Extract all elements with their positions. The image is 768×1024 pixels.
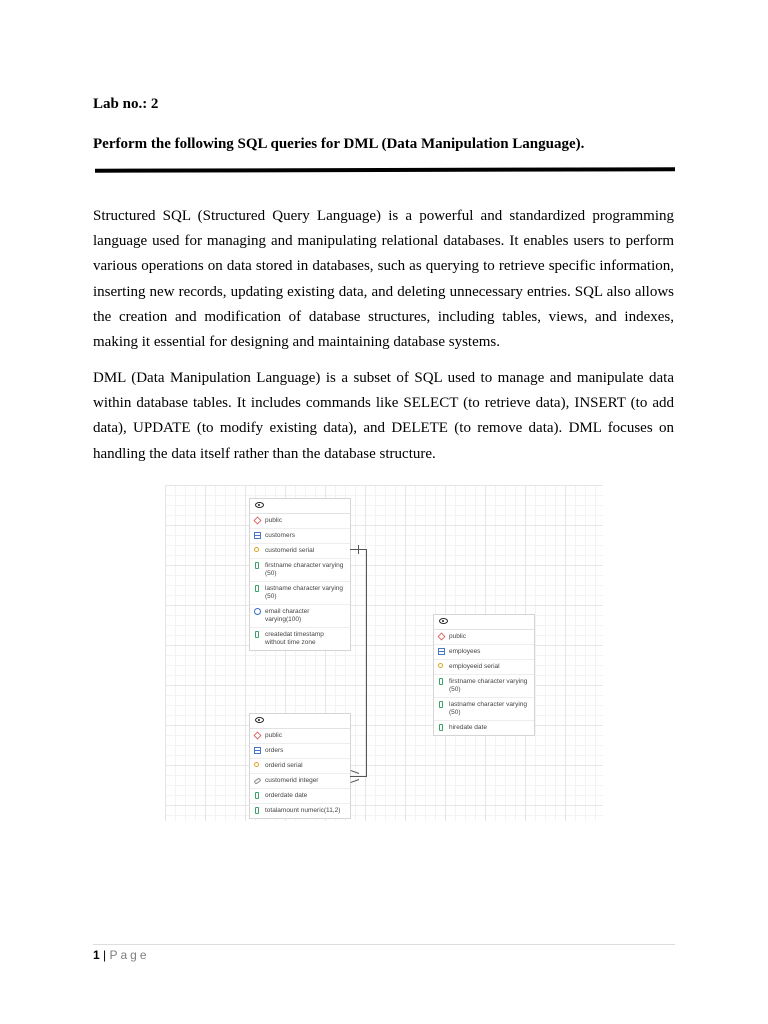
column-name: email character varying(100) [265, 608, 310, 623]
column-icon [255, 807, 259, 814]
column-icon [255, 585, 259, 592]
column-icon [439, 701, 443, 708]
table-name: orders [265, 747, 284, 754]
column-name: employeeid serial [449, 663, 500, 670]
column-icon [255, 792, 259, 799]
table-icon [438, 648, 445, 655]
entity-orders[interactable] [249, 713, 351, 819]
entity-employees[interactable] [433, 614, 535, 736]
relationship-many-marker [350, 770, 359, 774]
schema-icon [254, 517, 262, 525]
lab-title: Lab no.: 2 [93, 96, 159, 112]
footer-divider [93, 944, 675, 945]
column-name: orderid serial [265, 762, 303, 769]
relationship-line [366, 549, 367, 777]
eye-icon [255, 502, 264, 508]
email-column-icon [254, 608, 261, 615]
schema-label: public [265, 517, 282, 524]
relationship-line [350, 776, 367, 777]
column-name: lastname character varying (50) [449, 701, 528, 716]
lab-subtitle: Perform the following SQL queries for DML (Data Manipulation Language). [93, 136, 585, 152]
page-footer [93, 948, 150, 962]
entity-customers[interactable] [249, 498, 351, 651]
schema-icon [438, 633, 446, 641]
key-icon [254, 762, 259, 767]
title-divider [95, 167, 675, 173]
column-icon [439, 724, 443, 731]
key-icon [254, 547, 259, 552]
key-icon [438, 663, 443, 668]
intro-paragraph: Structured SQL (Structured Query Language) is a powerful and standardized programming language used for managing and manipulating relational databases. It enables users to perform various operations on data stored in databases, such as querying to retrieve specific information, inserting new records, updating existing data, and deleting unnecessary entries. SQL also allows the creation and modification of database structures, including tables, views, and indexes, making it essential for designing and maintaining database systems. [93, 208, 674, 351]
column-name: firstname character varying (50) [449, 678, 528, 693]
column-name: orderdate date [265, 792, 308, 799]
table-name: customers [265, 532, 295, 539]
column-name: hiredate date [449, 724, 487, 731]
column-icon [255, 631, 259, 638]
column-name: lastname character varying (50) [265, 585, 344, 600]
schema-icon [254, 732, 262, 740]
column-name: totalamount numeric(11,2) [265, 807, 341, 814]
schema-label: public [449, 633, 466, 640]
table-icon [254, 747, 261, 754]
column-name: customerid serial [265, 547, 315, 554]
column-name: createdat timestamp without time zone [265, 631, 324, 646]
eye-icon [255, 717, 264, 723]
dml-paragraph: DML (Data Manipulation Language) is a subset of SQL used to manage and manipulate data within database tables. It includes commands like SELECT (to retrieve data), INSERT (to add data), UPDATE (to modify existing data), and DELETE (to remove data). DML focuses on handling the data itself rather than the database structure. [93, 370, 674, 462]
column-name: firstname character varying (50) [265, 562, 344, 577]
relationship-many-marker [350, 779, 359, 783]
table-icon [254, 532, 261, 539]
er-diagram [165, 485, 603, 821]
schema-label: public [265, 732, 282, 739]
eye-icon [439, 618, 448, 624]
page-label: Page [109, 948, 150, 962]
column-name: customerid integer [265, 777, 319, 784]
table-name: employees [449, 648, 481, 655]
foreign-key-icon [253, 777, 261, 784]
column-icon [439, 678, 443, 685]
page-number: 1 [93, 948, 100, 962]
footer-separator: | [103, 948, 107, 962]
column-icon [255, 562, 259, 569]
relationship-one-marker [358, 545, 359, 554]
